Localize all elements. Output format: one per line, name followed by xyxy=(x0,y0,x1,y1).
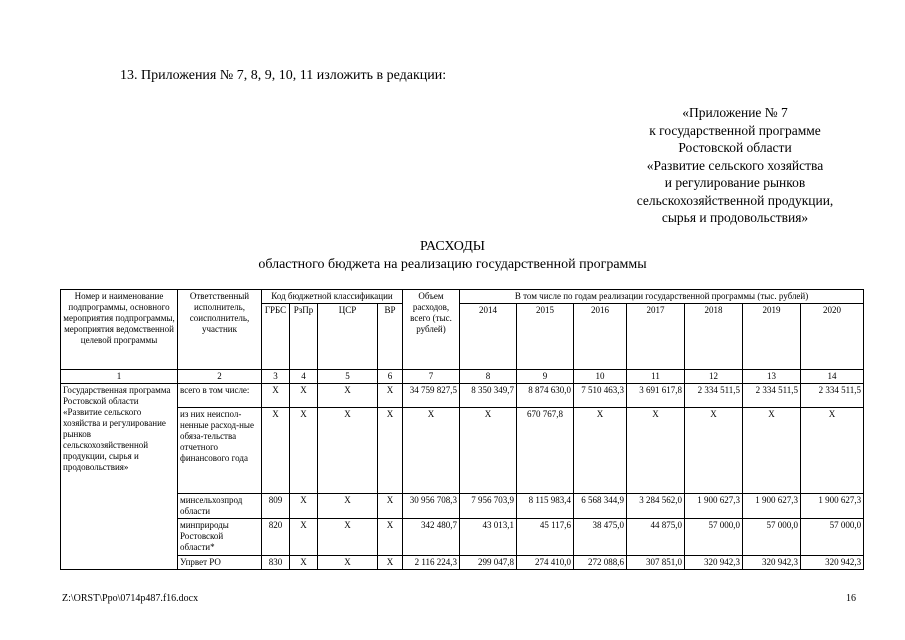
grbs-cell: Х xyxy=(262,408,290,494)
year-value-cell: 8 874 630,0 xyxy=(517,384,574,408)
year-value-cell: 307 851,0 xyxy=(627,556,685,570)
column-number: 10 xyxy=(574,370,627,384)
header-rzpr: РзПр xyxy=(290,304,318,370)
column-number: 14 xyxy=(801,370,864,384)
table-row xyxy=(61,519,864,556)
year-value-cell: 6 568 344,9 xyxy=(574,494,627,519)
column-number-row xyxy=(61,370,864,384)
executor-cell: всего в том числе: xyxy=(178,384,262,408)
year-value-cell: 1 900 627,3 xyxy=(743,494,801,519)
total-cell: 34 759 827,5 xyxy=(403,384,460,408)
column-number: 3 xyxy=(262,370,290,384)
vr-cell: Х xyxy=(378,556,403,570)
year-value-cell: 1 900 627,3 xyxy=(685,494,743,519)
vr-cell: Х xyxy=(378,494,403,519)
csr-cell: Х xyxy=(318,494,378,519)
header-year: 2020 xyxy=(801,304,864,370)
year-value-cell: 320 942,3 xyxy=(685,556,743,570)
grbs-cell: 830 xyxy=(262,556,290,570)
column-number: 8 xyxy=(460,370,517,384)
total-cell: 342 480,7 xyxy=(403,519,460,556)
rzpr-cell: Х xyxy=(290,408,318,494)
year-value-cell: 670 767,8 xyxy=(517,408,574,494)
header-grbs: ГРБС xyxy=(262,304,290,370)
column-number: 1 xyxy=(61,370,178,384)
executor-cell: минприроды Ростовской области* xyxy=(178,519,262,556)
grbs-cell: 809 xyxy=(262,494,290,519)
year-value-cell: 8 350 349,7 xyxy=(460,384,517,408)
grbs-cell: 820 xyxy=(262,519,290,556)
year-value-cell: 3 691 617,8 xyxy=(627,384,685,408)
column-number: 2 xyxy=(178,370,262,384)
csr-cell: Х xyxy=(318,384,378,408)
table-subtitle: областного бюджета на реализацию государственной программы xyxy=(258,257,647,272)
csr-cell: Х xyxy=(318,519,378,556)
table-row xyxy=(61,556,864,570)
year-value-cell: 7 956 703,9 xyxy=(460,494,517,519)
budget-table xyxy=(60,289,864,570)
column-number: 6 xyxy=(378,370,403,384)
year-value-cell: 320 942,3 xyxy=(743,556,801,570)
csr-cell: Х xyxy=(318,556,378,570)
header-year: 2014 xyxy=(460,304,517,370)
vr-cell: Х xyxy=(378,384,403,408)
year-value-cell: Х xyxy=(574,408,627,494)
column-number: 7 xyxy=(403,370,460,384)
year-value-cell: 57 000,0 xyxy=(685,519,743,556)
table-row xyxy=(61,494,864,519)
rzpr-cell: Х xyxy=(290,519,318,556)
year-value-cell: Х xyxy=(685,408,743,494)
year-value-cell: Х xyxy=(627,408,685,494)
vr-cell: Х xyxy=(378,519,403,556)
executor-cell: из них неиспол-ненные расход-ные обяза-тельства отчетного финансового года xyxy=(178,408,262,494)
year-value-cell: 299 047,8 xyxy=(460,556,517,570)
footer-page-number: 16 xyxy=(846,593,856,604)
header-year: 2018 xyxy=(685,304,743,370)
total-cell: Х xyxy=(403,408,460,494)
year-value-cell: 57 000,0 xyxy=(743,519,801,556)
header-vr: ВР xyxy=(378,304,403,370)
year-value-cell: 3 284 562,0 xyxy=(627,494,685,519)
table-row xyxy=(61,408,864,494)
column-number: 4 xyxy=(290,370,318,384)
csr-cell: Х xyxy=(318,408,378,494)
header-year: 2015 xyxy=(517,304,574,370)
column-number: 13 xyxy=(743,370,801,384)
year-value-cell: 57 000,0 xyxy=(801,519,864,556)
year-value-cell: 2 334 511,5 xyxy=(743,384,801,408)
year-value-cell: 274 410,0 xyxy=(517,556,574,570)
header-name-cell: Номер и наименование подпрограммы, основного мероприятия подпрограммы, мероприятия ведомственной целевой программы xyxy=(61,290,178,370)
appendix-line: сельскохозяйственной продукции, xyxy=(636,192,834,208)
header-year: 2019 xyxy=(743,304,801,370)
rzpr-cell: Х xyxy=(290,384,318,408)
year-value-cell: 8 115 983,4 xyxy=(517,494,574,519)
year-value-cell: Х xyxy=(743,408,801,494)
year-value-cell: 44 875,0 xyxy=(627,519,685,556)
year-value-cell: 320 942,3 xyxy=(801,556,864,570)
table-title: РАСХОДЫ xyxy=(420,239,485,254)
executor-cell: минсельхозпрод области xyxy=(178,494,262,519)
year-value-cell: 45 117,6 xyxy=(517,519,574,556)
column-number: 5 xyxy=(318,370,378,384)
appendix-line: к государственной программе xyxy=(649,122,821,138)
column-number: 9 xyxy=(517,370,574,384)
year-value-cell: Х xyxy=(460,408,517,494)
vr-cell: Х xyxy=(378,408,403,494)
grbs-cell: Х xyxy=(262,384,290,408)
intro-text: 13. Приложения № 7, 8, 9, 10, 11 изложить в редакции: xyxy=(120,68,447,83)
program-name-cell: Государственная программа Ростовской области «Развитие сельского хозяйства и регулирование рынков сельскохозяйственной продукции, сырья и продовольствия» xyxy=(61,384,178,570)
year-value-cell: 43 013,1 xyxy=(460,519,517,556)
appendix-line: «Развитие сельского хозяйства xyxy=(646,157,824,173)
appendix-line: и регулирование рынков xyxy=(664,175,806,190)
year-value-cell: 2 334 511,5 xyxy=(801,384,864,408)
header-csr: ЦСР xyxy=(318,304,378,370)
appendix-line: Ростовской области xyxy=(678,140,792,155)
header-volume-cell: Объем расходов, всего (тыс. рублей) xyxy=(403,290,460,370)
appendix-heading xyxy=(610,104,860,227)
footer-file-path: Z:\ORST\Ppo\0714p487.f16.docx xyxy=(62,593,199,604)
year-value-cell: 272 088,6 xyxy=(574,556,627,570)
header-budget-code-cell: Код бюджетной классификации xyxy=(262,290,403,304)
executor-cell: Упрвет РО xyxy=(178,556,262,570)
appendix-line: «Приложение № 7 xyxy=(682,105,788,120)
header-year: 2016 xyxy=(574,304,627,370)
table-header-row xyxy=(61,290,864,304)
total-cell: 2 116 224,3 xyxy=(403,556,460,570)
year-value-cell: 1 900 627,3 xyxy=(801,494,864,519)
year-value-cell: 2 334 511,5 xyxy=(685,384,743,408)
appendix-line: сырья и продовольствия» xyxy=(661,210,809,225)
header-years-cell: В том числе по годам реализации государственной программы (тыс. рублей) xyxy=(460,290,864,304)
header-year: 2017 xyxy=(627,304,685,370)
year-value-cell: Х xyxy=(801,408,864,494)
year-value-cell: 7 510 463,3 xyxy=(574,384,627,408)
rzpr-cell: Х xyxy=(290,556,318,570)
column-number: 11 xyxy=(627,370,685,384)
rzpr-cell: Х xyxy=(290,494,318,519)
year-value-cell: 38 475,0 xyxy=(574,519,627,556)
table-heading xyxy=(0,238,905,274)
total-cell: 30 956 708,3 xyxy=(403,494,460,519)
column-number: 12 xyxy=(685,370,743,384)
header-executor-cell: Ответственный исполнитель, соисполнитель, участник xyxy=(178,290,262,370)
table-row xyxy=(61,384,864,408)
